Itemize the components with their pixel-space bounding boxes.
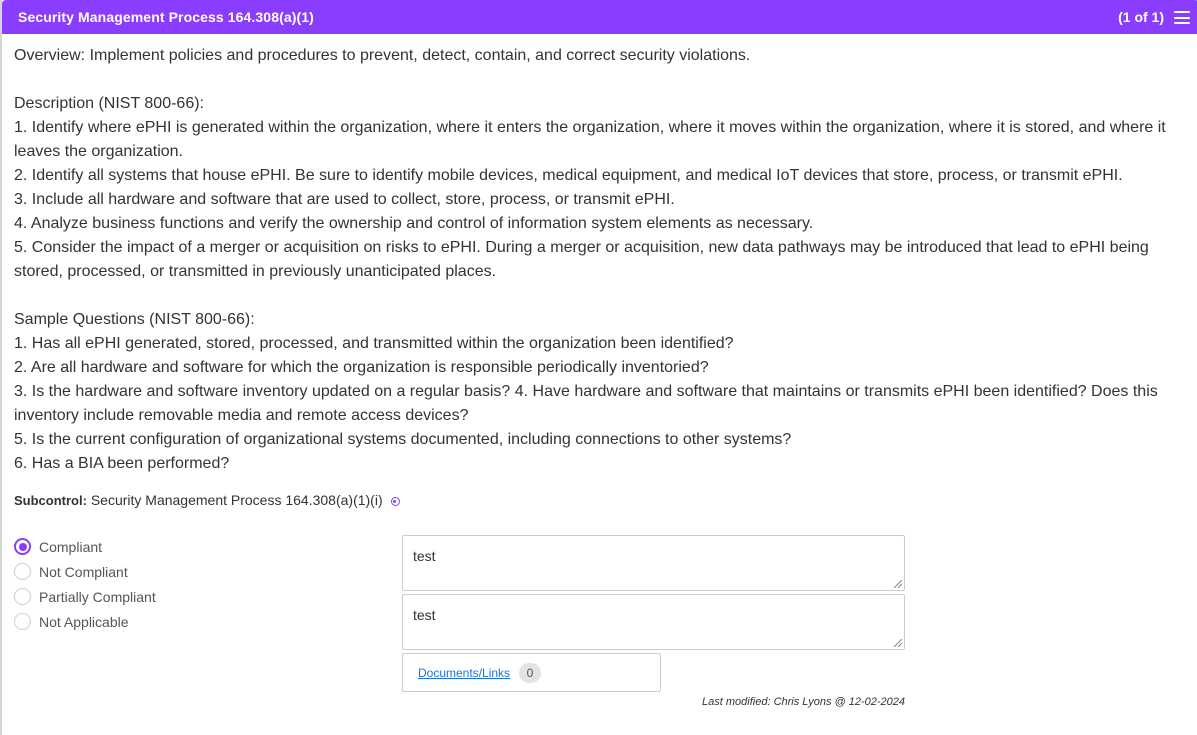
description-item: 2. Identify all systems that house ePHI. Be sure to identify mobile devices, medical equipment, and medical IoT devices that store, process, or transmit ePHI. bbox=[14, 167, 1123, 184]
notes-textarea-1[interactable] bbox=[402, 535, 905, 591]
radio-button-checked[interactable] bbox=[14, 538, 31, 555]
control-description bbox=[14, 44, 1194, 476]
notes-textarea-1-value: test bbox=[413, 548, 436, 564]
question-item: 6. Has a BIA been performed? bbox=[14, 455, 230, 472]
radio-button[interactable] bbox=[14, 588, 31, 605]
resize-handle-icon[interactable] bbox=[894, 580, 902, 588]
info-icon[interactable] bbox=[391, 497, 400, 506]
last-modified-text: Last modified: Chris Lyons @ 12-02-2024 bbox=[702, 696, 905, 708]
spacer bbox=[14, 284, 1194, 308]
control-title: Security Management Process 164.308(a)(1) bbox=[18, 9, 314, 25]
radio-compliant[interactable] bbox=[14, 534, 156, 559]
question-item: 2. Are all hardware and software for which the organization is responsible periodically inventoried? bbox=[14, 359, 709, 376]
control-count: (1 of 1) bbox=[1118, 9, 1164, 25]
radio-button[interactable] bbox=[14, 563, 31, 580]
subcontrol-label: Subcontrol: bbox=[14, 493, 87, 508]
subcontrol bbox=[14, 492, 400, 508]
documents-count-badge: 0 bbox=[519, 663, 541, 683]
hamburger-menu-icon[interactable] bbox=[1174, 11, 1190, 24]
questions-heading: Sample Questions (NIST 800-66): bbox=[14, 311, 255, 328]
spacer bbox=[14, 68, 1194, 92]
radio-label: Not Compliant bbox=[39, 563, 128, 580]
description-item: 3. Include all hardware and software that are used to collect, store, process, or transmit ePHI. bbox=[14, 191, 675, 208]
description-item: 4. Analyze business functions and verify the ownership and control of information system elements as necessary. bbox=[14, 215, 814, 232]
notes-textarea-2[interactable] bbox=[402, 594, 905, 650]
description-item: 5. Consider the impact of a merger or acquisition on risks to ePHI. During a merger or acquisition, new data pathways may be introduced that lead to ePHI being stored, processed, or transmitted in previously unanticipated places. bbox=[14, 239, 1149, 280]
radio-not-compliant[interactable] bbox=[14, 559, 156, 584]
control-header bbox=[2, 0, 1197, 34]
compliance-radio-group bbox=[14, 534, 156, 634]
question-item: 5. Is the current configuration of organizational systems documented, including connections to other systems? bbox=[14, 431, 792, 448]
question-item: 1. Has all ePHI generated, stored, processed, and transmitted within the organization been identified? bbox=[14, 335, 734, 352]
subcontrol-value: Security Management Process 164.308(a)(1)(i) bbox=[90, 492, 383, 508]
notes-textarea-2-value: test bbox=[413, 607, 436, 623]
description-heading: Description (NIST 800-66): bbox=[14, 95, 204, 112]
radio-not-applicable[interactable] bbox=[14, 609, 156, 634]
radio-label: Not Applicable bbox=[39, 613, 129, 630]
documents-links-box bbox=[402, 653, 661, 692]
overview-text: Overview: Implement policies and procedures to prevent, detect, contain, and correct security violations. bbox=[14, 47, 751, 64]
radio-label: Compliant bbox=[39, 538, 103, 555]
resize-handle-icon[interactable] bbox=[894, 639, 902, 647]
radio-button[interactable] bbox=[14, 613, 31, 630]
radio-label: Partially Compliant bbox=[39, 588, 156, 605]
question-item: 3. Is the hardware and software inventory updated on a regular basis? 4. Have hardware and software that maintains or transmits ePHI been identified? Does this inventory include removable media and remote access devices? bbox=[14, 383, 1158, 424]
description-item: 1. Identify where ePHI is generated within the organization, where it enters the organization, where it moves within the organization, where it is stored, and where it leaves the organization. bbox=[14, 119, 1166, 160]
radio-partially-compliant[interactable] bbox=[14, 584, 156, 609]
documents-links-link[interactable]: Documents/Links bbox=[418, 666, 511, 680]
